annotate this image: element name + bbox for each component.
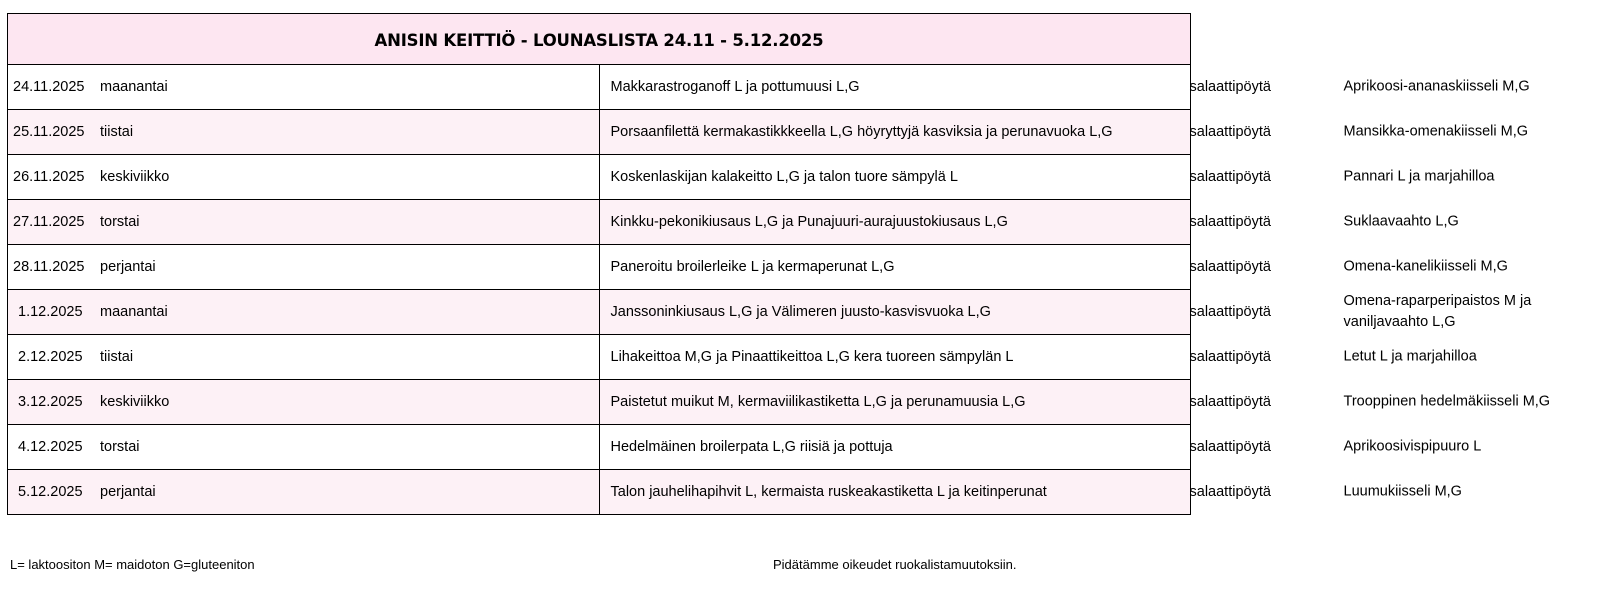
menu-row bbox=[8, 200, 1191, 245]
dessert: Trooppinen hedelmäkiisseli M,G bbox=[1343, 393, 1551, 410]
change-notice: Pidätämme oikeudet ruokalistamuutoksiin. bbox=[773, 557, 1017, 572]
dessert: Omena-raparperipaistos M ja vaniljavaahto L,G bbox=[1343, 293, 1532, 330]
main-course: Paistetut muikut M, kermaviilikastiketta L,G ja perunamuusia L,G bbox=[610, 394, 1026, 410]
menu-row bbox=[8, 155, 1191, 200]
day-cell bbox=[8, 110, 600, 155]
weekday: perjantai bbox=[100, 484, 156, 500]
menu-cell bbox=[599, 65, 1530, 110]
menu-row bbox=[8, 245, 1191, 290]
title-row bbox=[8, 14, 1191, 65]
date: 27.11.2025 bbox=[13, 214, 85, 230]
weekday: maanantai bbox=[100, 304, 168, 320]
menu-rows bbox=[8, 65, 1551, 515]
salad-bar: salaattipöytä bbox=[1189, 169, 1271, 185]
main-course: Porsaanfilettä kermakastikkkeella L,G höyryttyjä kasviksia ja perunavuoka L,G bbox=[610, 124, 1113, 140]
dessert: Suklaavaahto L,G bbox=[1343, 213, 1459, 230]
weekday: torstai bbox=[100, 214, 140, 230]
menu-row bbox=[8, 335, 1191, 380]
menu-row bbox=[8, 290, 1191, 335]
day-cell bbox=[8, 245, 600, 290]
day-cell bbox=[8, 425, 600, 470]
weekday: keskiviikko bbox=[100, 394, 170, 410]
dessert: Aprikoosivispipuuro L bbox=[1343, 438, 1482, 455]
menu-row bbox=[8, 65, 1191, 110]
menu-cell bbox=[599, 155, 1495, 200]
menu-cell bbox=[599, 335, 1477, 380]
menu-row bbox=[8, 425, 1191, 470]
main-course: Janssoninkiusaus L,G ja Välimeren juusto-kasvisvuoka L,G bbox=[610, 304, 991, 320]
weekday: keskiviikko bbox=[100, 169, 170, 185]
date: 2.12.2025 bbox=[18, 349, 83, 365]
salad-bar: salaattipöytä bbox=[1189, 394, 1271, 410]
weekday: maanantai bbox=[100, 79, 168, 95]
weekday: torstai bbox=[100, 439, 140, 455]
weekday: perjantai bbox=[100, 259, 156, 275]
dessert: Luumukiisseli M,G bbox=[1343, 483, 1462, 500]
day-cell bbox=[8, 200, 600, 245]
salad-bar: salaattipöytä bbox=[1189, 439, 1271, 455]
date: 25.11.2025 bbox=[13, 124, 85, 140]
menu-row bbox=[8, 470, 1191, 515]
weekday: tiistai bbox=[100, 124, 134, 140]
date: 28.11.2025 bbox=[13, 259, 85, 275]
day-cell bbox=[8, 290, 600, 335]
main-course: Hedelmäinen broilerpata L,G riisiä ja pottuja bbox=[610, 439, 893, 455]
dessert: Aprikoosi-ananaskiisseli M,G bbox=[1343, 78, 1530, 95]
salad-bar: salaattipöytä bbox=[1189, 79, 1271, 95]
salad-bar: salaattipöytä bbox=[1189, 484, 1271, 500]
day-cell bbox=[8, 155, 600, 200]
menu-title: ANISIN KEITTIÖ - LOUNASLISTA 24.11 - 5.12.2025 bbox=[8, 14, 1191, 65]
main-course: Paneroitu broilerleike L ja kermaperunat L,G bbox=[610, 259, 895, 275]
date: 3.12.2025 bbox=[18, 394, 83, 410]
weekday: tiistai bbox=[100, 349, 134, 365]
date: 24.11.2025 bbox=[13, 79, 85, 95]
main-course: Kinkku-pekonikiusaus L,G ja Punajuuri-aurajuustokiusaus L,G bbox=[610, 214, 1008, 230]
salad-bar: salaattipöytä bbox=[1189, 349, 1271, 365]
main-course: Makkarastroganoff L ja pottumuusi L,G bbox=[610, 79, 860, 95]
date: 26.11.2025 bbox=[13, 169, 85, 185]
day-cell bbox=[8, 380, 600, 425]
main-course: Koskenlaskijan kalakeitto L,G ja talon tuore sämpylä L bbox=[610, 169, 958, 185]
menu-cell bbox=[599, 110, 1529, 155]
menu-cell bbox=[599, 380, 1551, 425]
day-cell bbox=[8, 335, 600, 380]
date: 1.12.2025 bbox=[18, 304, 83, 320]
salad-bar: salaattipöytä bbox=[1189, 124, 1271, 140]
menu-cell bbox=[599, 425, 1482, 470]
salad-bar: salaattipöytä bbox=[1189, 259, 1271, 275]
menu-cell bbox=[599, 470, 1462, 515]
main-course: Lihakeittoa M,G ja Pinaattikeittoa L,G kera tuoreen sämpylän L bbox=[610, 349, 1014, 365]
dessert: Pannari L ja marjahilloa bbox=[1343, 168, 1495, 185]
diet-legend: L= laktoositon M= maidoton G=gluteeniton bbox=[10, 557, 255, 572]
main-course: Talon jauhelihapihvit L, kermaista ruskeakastiketta L ja keitinperunat bbox=[610, 484, 1047, 500]
dessert: Letut L ja marjahilloa bbox=[1343, 348, 1477, 365]
menu-cell bbox=[599, 245, 1508, 290]
dessert: Mansikka-omenakiisseli M,G bbox=[1343, 123, 1529, 140]
lunch-menu-table bbox=[7, 13, 1551, 515]
menu-row bbox=[8, 380, 1191, 425]
menu-row bbox=[8, 110, 1191, 155]
day-cell bbox=[8, 470, 600, 515]
date: 4.12.2025 bbox=[18, 439, 83, 455]
menu-cell bbox=[599, 200, 1459, 245]
salad-bar: salaattipöytä bbox=[1189, 214, 1271, 230]
date: 5.12.2025 bbox=[18, 484, 83, 500]
day-cell bbox=[8, 65, 600, 110]
salad-bar: salaattipöytä bbox=[1189, 304, 1271, 320]
dessert: Omena-kanelikiisseli M,G bbox=[1343, 258, 1508, 275]
menu-cell bbox=[599, 290, 1532, 335]
